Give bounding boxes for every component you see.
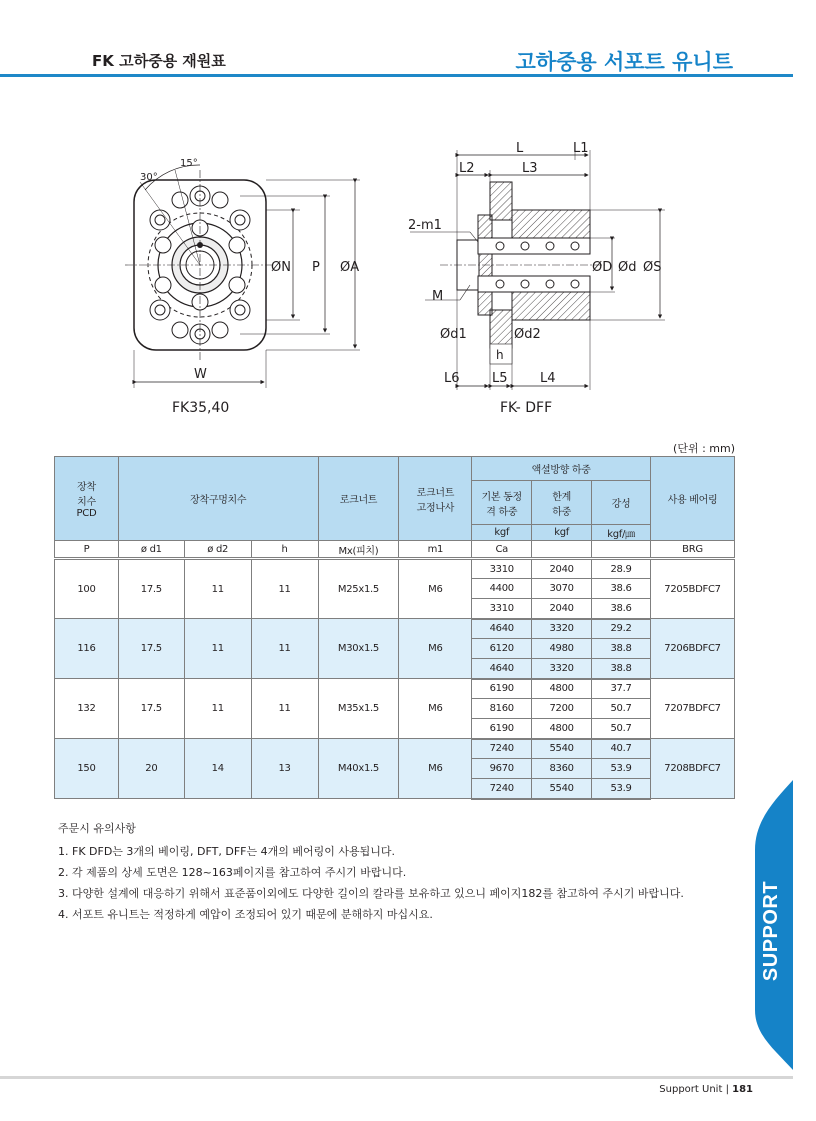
dim-label-phi-n: ØN (271, 260, 291, 275)
table-row: 132 17.5 11 11 M35x1.5 M6 6190 4800 37.7 7207BDFC7 (55, 679, 735, 699)
drawing-caption-right: FK- DFF (500, 400, 553, 416)
dim-label-phi-d-upper: ØD (592, 260, 613, 275)
unit-limit-load: kgf (532, 525, 592, 541)
page-header (0, 0, 793, 80)
table-row: 9670 8360 53.9 (55, 759, 735, 779)
table-row: 7240 5540 53.9 (55, 779, 735, 799)
dim-label-phi-a: ØA (340, 260, 360, 275)
unit-basic-load: kgf (472, 525, 532, 541)
order-notes (58, 818, 684, 925)
page-footer (659, 1084, 753, 1095)
notes-title: 주문시 유의사항 (58, 822, 136, 835)
dim-label-phi-s: ØS (643, 260, 662, 275)
header-limit-load: 한계 하중 (532, 481, 592, 525)
dim-label-m: M (432, 289, 444, 304)
table-row: 116 17.5 11 11 M30x1.5 M6 4640 3320 29.2 7206BDFC7 (55, 619, 735, 639)
table-row: 4640 3320 38.8 (55, 659, 735, 679)
table-row: 3310 2040 38.6 (55, 599, 735, 619)
unit-note: (단위 : mm) (673, 442, 735, 455)
dim-label-l2: L2 (459, 161, 475, 176)
dim-label-l: L (516, 141, 524, 156)
header-divider (0, 74, 793, 77)
header-mount-dim: 장착 치수 PCD (55, 457, 119, 541)
header-basic-load: 기본 동정 격 하중 (472, 481, 532, 525)
angle-label-30: 30° (140, 172, 158, 183)
footer-separator: | (725, 1084, 729, 1095)
page-title: FK 고하중용 재원표 (92, 52, 226, 70)
unit-rigidity: kgf/㎛ (592, 525, 651, 541)
note-item: 1. FK DFD는 3개의 베이링, DFT, DFF는 4개의 베어링이 사용됩니다. (58, 845, 395, 858)
dim-label-2-m1: 2-m1 (408, 218, 442, 233)
dim-label-l6: L6 (444, 371, 460, 386)
technical-drawings (0, 130, 793, 430)
section-title: 고하중용 서포트 유니트 (515, 50, 733, 74)
dim-label-w: W (194, 367, 207, 382)
header-locknut-screw: 로크너트 고정나사 (399, 457, 472, 541)
header-rigidity: 강성 (592, 481, 651, 525)
dim-label-p: P (312, 260, 320, 275)
dim-label-l3: L3 (522, 161, 538, 176)
front-view-drawing (125, 165, 360, 388)
table-row: 6190 4800 50.7 (55, 719, 735, 739)
side-tab-label: SUPPORT UNIT (760, 880, 812, 982)
table-row: 4400 3070 38.6 (55, 579, 735, 599)
note-item: 3. 다양한 설계에 대응하기 위해서 표준품이외에도 다양한 길이의 칼라를 보유하고 있으니 페이지182를 참고하여 주시기 바랍니다. (58, 887, 684, 900)
header-bearing: 사용 베어링 (650, 457, 734, 541)
dim-label-h: h (496, 348, 504, 362)
header-mount-hole: 장착구멍치수 (118, 457, 318, 541)
note-item: 2. 각 제품의 상세 도면은 128~163페이지를 참고하여 주시기 바랍니다. (58, 866, 407, 879)
dim-label-l5: L5 (492, 371, 508, 386)
symbol-row: P ø d1 ø d2 h Mx(피치) m1 Ca BRG (55, 541, 735, 559)
dim-label-phi-d: Ød (618, 260, 637, 275)
drawing-caption-left: FK35,40 (172, 400, 230, 416)
page-number: 181 (732, 1084, 753, 1095)
table-row: 150 20 14 13 M40x1.5 M6 7240 5540 40.7 7208BDFC7 (55, 739, 735, 759)
header-axial-load: 액셜방향 하중 (472, 457, 651, 481)
header-locknut: 로크너트 (318, 457, 399, 541)
dim-label-l1: L1 (573, 141, 589, 156)
dim-label-phi-d2: Ød2 (514, 327, 541, 342)
footer-divider (0, 1076, 793, 1079)
table-row: 6120 4980 38.8 (55, 639, 735, 659)
angle-label-15: 15° (180, 158, 198, 169)
dim-label-l4: L4 (540, 371, 556, 386)
dim-label-phi-d1: Ød1 (440, 327, 467, 342)
spec-table (54, 456, 735, 800)
table-row: 100 17.5 11 11 M25x1.5 M6 3310 2040 28.9 7205BDFC7 (55, 559, 735, 579)
note-item: 4. 서포트 유니트는 적정하게 예압이 조정되어 있기 때문에 분해하지 마십시요. (58, 908, 433, 921)
table-row: 8160 7200 50.7 (55, 699, 735, 719)
footer-label: Support Unit (659, 1084, 723, 1095)
